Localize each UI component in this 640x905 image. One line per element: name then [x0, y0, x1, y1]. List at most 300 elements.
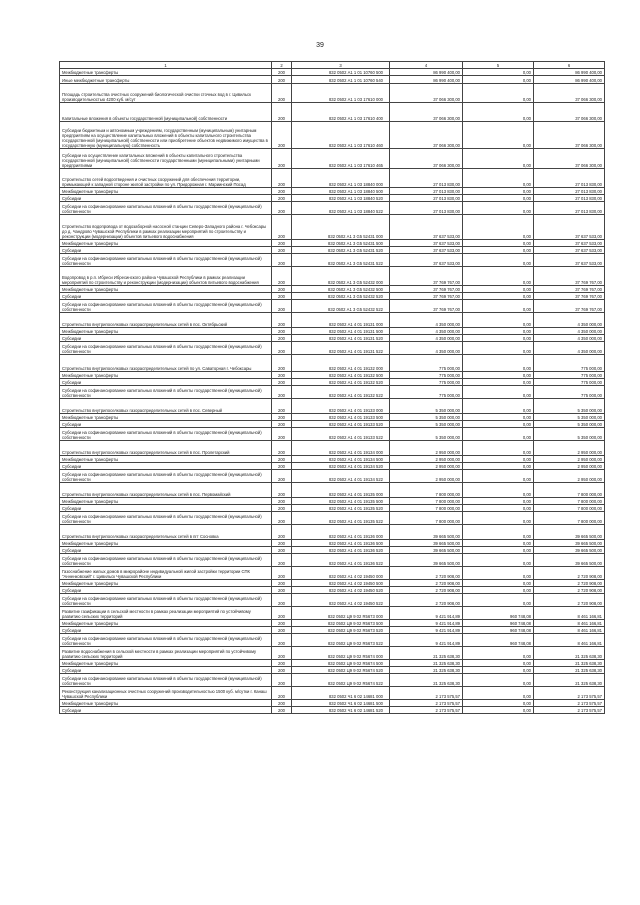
- row-name-cell: Развитие газификации в сельской местности в рамках реализации мероприятий по устойчивому развитию сельских территорий: [60, 607, 272, 620]
- row-amount-final: 27 013 830,00: [534, 169, 605, 188]
- row-amount-final: 37 769 767,00: [534, 293, 605, 300]
- row-amount-total: 5 350 000,00: [390, 421, 463, 428]
- row-amount-final: 775 000,00: [534, 386, 605, 399]
- row-budget-code: 832 0502 А1 4 02 19450 520: [292, 587, 390, 594]
- row-section-code: 200: [272, 660, 292, 667]
- row-amount-final: 21 325 638,30: [534, 647, 605, 660]
- row-amount-total: 27 013 830,00: [390, 169, 463, 188]
- row-amount-final: 37 637 533,00: [534, 254, 605, 267]
- table-row: [60, 441, 605, 456]
- table-row: [60, 293, 605, 300]
- row-name-cell: Субсидии: [60, 627, 272, 634]
- row-budget-code: 832 0502 А1 4 01 19136 520: [292, 547, 390, 554]
- row-section-code: 200: [272, 512, 292, 525]
- table-row: [60, 286, 605, 293]
- row-name-cell: Субсидии на софинансирование капитальных вложений в объекты государственной (муниципальной) собственности: [60, 202, 272, 215]
- row-name-cell: Субсидии на софинансирование капитальных вложений в объекты государственной (муниципальной) собственности: [60, 342, 272, 355]
- row-section-code: 200: [272, 76, 292, 84]
- table-row: [60, 660, 605, 667]
- table-row: [60, 483, 605, 498]
- row-amount-change: 0,00: [463, 554, 534, 567]
- row-section-code: 200: [272, 240, 292, 247]
- row-section-code: 200: [272, 215, 292, 240]
- table-body: [60, 69, 605, 714]
- row-amount-final: 27 013 830,00: [534, 195, 605, 202]
- table-row: [60, 103, 605, 122]
- row-amount-total: 5 350 000,00: [390, 428, 463, 441]
- row-section-code: 200: [272, 441, 292, 456]
- row-amount-change: 0,00: [463, 700, 534, 707]
- row-section-code: 200: [272, 567, 292, 580]
- row-section-code: 200: [272, 84, 292, 103]
- row-amount-final: 39 665 500,00: [534, 554, 605, 567]
- table-row: [60, 342, 605, 355]
- table-row: [60, 313, 605, 328]
- row-amount-final: 37 066 300,00: [534, 149, 605, 169]
- table-row: [60, 215, 605, 240]
- row-section-code: 200: [272, 149, 292, 169]
- row-name-cell: Субсидии на софинансирование капитальных вложений в объекты государственной (муниципальной) собственности: [60, 674, 272, 687]
- row-budget-code: 832 0502 А1 1 01 10760 540: [292, 76, 390, 84]
- row-name-cell: Межбюджетные трансферты: [60, 414, 272, 421]
- row-budget-code: 832 0502 А1 4 01 19135 520: [292, 505, 390, 512]
- table-row: [60, 674, 605, 687]
- row-amount-change: 0,00: [463, 399, 534, 414]
- row-amount-change: 0,00: [463, 149, 534, 169]
- row-budget-code: 832 0502 А1 3 G5 52431 520: [292, 247, 390, 254]
- row-amount-final: 27 013 830,00: [534, 202, 605, 215]
- row-amount-total: 21 325 638,30: [390, 667, 463, 674]
- row-amount-final: 775 000,00: [534, 355, 605, 372]
- row-amount-total: 37 769 767,00: [390, 267, 463, 286]
- row-budget-code: 832 0502 А1 3 G5 52431 500: [292, 240, 390, 247]
- row-amount-total: 2 950 000,00: [390, 463, 463, 470]
- row-budget-code: 832 0502 А1 3 G5 52432 000: [292, 267, 390, 286]
- row-budget-code: 832 0502 Ц9 9 02 R5673 520: [292, 627, 390, 634]
- row-amount-change: 0,00: [463, 414, 534, 421]
- row-budget-code: 832 0502 Ц9 9 02 R5674 522: [292, 674, 390, 687]
- row-amount-final: 37 066 300,00: [534, 103, 605, 122]
- row-amount-final: 2 720 908,00: [534, 567, 605, 580]
- row-section-code: 200: [272, 525, 292, 540]
- row-amount-change: 0,00: [463, 470, 534, 483]
- row-amount-total: 7 800 000,00: [390, 498, 463, 505]
- table-row: [60, 421, 605, 428]
- table-row: [60, 667, 605, 674]
- row-amount-change: 0,00: [463, 372, 534, 379]
- row-amount-total: 2 950 000,00: [390, 441, 463, 456]
- row-budget-code: 832 0502 А1 4 01 19136 522: [292, 554, 390, 567]
- row-amount-change: 0,00: [463, 379, 534, 386]
- row-name-cell: Межбюджетные трансферты: [60, 580, 272, 587]
- row-budget-code: 832 0502 А1 3 G5 52431 522: [292, 254, 390, 267]
- table-row: [60, 69, 605, 76]
- row-amount-change: 0,00: [463, 498, 534, 505]
- row-section-code: 200: [272, 188, 292, 195]
- row-budget-code: 832 0502 А1 4 01 19132 000: [292, 355, 390, 372]
- row-amount-final: 775 000,00: [534, 372, 605, 379]
- table-row: [60, 456, 605, 463]
- row-budget-code: 832 0502 Ц9 9 02 R5673 522: [292, 634, 390, 647]
- row-budget-code: 832 0502 А1 4 01 19132 520: [292, 379, 390, 386]
- table-row: [60, 512, 605, 525]
- row-amount-final: 2 173 575,57: [534, 700, 605, 707]
- row-amount-change: 0,00: [463, 674, 534, 687]
- header-cell: 4: [390, 62, 463, 69]
- row-amount-change: 960 748,08: [463, 627, 534, 634]
- row-name-cell: Субсидии: [60, 505, 272, 512]
- row-name-cell: Строительство внутрипоселковых газораспределительных сетей в пос. Первомайский: [60, 483, 272, 498]
- row-amount-total: 7 800 000,00: [390, 505, 463, 512]
- row-amount-total: 9 421 914,89: [390, 607, 463, 620]
- row-budget-code: 832 0502 А1 4 02 19450 000: [292, 567, 390, 580]
- row-amount-total: 2 173 575,57: [390, 707, 463, 714]
- row-section-code: 200: [272, 470, 292, 483]
- row-name-cell: Субсидии на софинансирование капитальных вложений в объекты государственной (муниципальной) собственности: [60, 254, 272, 267]
- row-name-cell: Субсидии на софинансирование капитальных вложений в объекты государственной (муниципальной) собственности: [60, 386, 272, 399]
- row-amount-final: 2 950 000,00: [534, 463, 605, 470]
- row-amount-total: 2 720 908,00: [390, 580, 463, 587]
- row-amount-total: 2 720 908,00: [390, 587, 463, 594]
- row-amount-change: 0,00: [463, 254, 534, 267]
- table-row: [60, 188, 605, 195]
- table-row: [60, 247, 605, 254]
- row-amount-total: 7 800 000,00: [390, 512, 463, 525]
- table-row: [60, 267, 605, 286]
- row-amount-change: 0,00: [463, 667, 534, 674]
- row-name-cell: Субсидии: [60, 667, 272, 674]
- row-amount-change: 0,00: [463, 188, 534, 195]
- row-section-code: 200: [272, 202, 292, 215]
- row-amount-final: 27 013 830,00: [534, 188, 605, 195]
- row-name-cell: Субсидии на софинансирование капитальных вложений в объекты государственной (муниципальной) собственности: [60, 300, 272, 313]
- row-amount-final: 37 769 767,00: [534, 300, 605, 313]
- table-row: [60, 254, 605, 267]
- row-name-cell: Межбюджетные трансферты: [60, 69, 272, 76]
- row-budget-code: 832 0502 А1 3 G5 52432 522: [292, 300, 390, 313]
- row-budget-code: 832 0502 Ц9 9 02 R5674 520: [292, 667, 390, 674]
- table-row: [60, 554, 605, 567]
- row-section-code: 200: [272, 580, 292, 587]
- row-budget-code: 832 0502 А1 1 03 18840 000: [292, 169, 390, 188]
- row-amount-change: 0,00: [463, 647, 534, 660]
- table-row: [60, 300, 605, 313]
- row-amount-change: 0,00: [463, 355, 534, 372]
- row-budget-code: 832 0502 А1 4 01 19133 520: [292, 421, 390, 428]
- row-amount-change: 0,00: [463, 69, 534, 76]
- row-amount-final: 37 637 533,00: [534, 247, 605, 254]
- row-amount-change: 960 748,08: [463, 607, 534, 620]
- row-name-cell: Строительство внутрипоселковых газораспределительных сетей по ул. Саваторная г. Чебоксары: [60, 355, 272, 372]
- row-name-cell: Развитие водоснабжения в сельской местности в рамках реализации мероприятий по устойчивому развитию сельских территорий: [60, 647, 272, 660]
- row-name-cell: Межбюджетные трансферты: [60, 328, 272, 335]
- row-amount-total: 9 421 914,89: [390, 627, 463, 634]
- row-amount-total: 2 173 575,57: [390, 700, 463, 707]
- row-budget-code: 832 0502 А1 1 03 17610 460: [292, 122, 390, 149]
- table-row: [60, 379, 605, 386]
- row-name-cell: Межбюджетные трансферты: [60, 540, 272, 547]
- row-section-code: 200: [272, 328, 292, 335]
- row-name-cell: Капитальные вложения в объекты государственной (муниципальной) собственности: [60, 103, 272, 122]
- row-amount-final: 4 350 000,00: [534, 328, 605, 335]
- row-name-cell: Межбюджетные трансферты: [60, 700, 272, 707]
- row-name-cell: Площадь строительства очистных сооружений биологической очистки сточных вод в г. Цивильск производительностью 4200 куб. м/сут: [60, 84, 272, 103]
- table-row: [60, 567, 605, 580]
- row-amount-final: 37 769 767,00: [534, 286, 605, 293]
- row-amount-total: 39 665 500,00: [390, 547, 463, 554]
- row-amount-total: 4 350 000,00: [390, 328, 463, 335]
- row-section-code: 200: [272, 421, 292, 428]
- row-budget-code: 832 0502 А1 1 03 18840 520: [292, 195, 390, 202]
- row-budget-code: 832 0502 А1 4 01 19132 522: [292, 386, 390, 399]
- row-amount-final: 775 000,00: [534, 379, 605, 386]
- row-section-code: 200: [272, 300, 292, 313]
- table-row: [60, 547, 605, 554]
- row-amount-change: 0,00: [463, 525, 534, 540]
- row-section-code: 200: [272, 293, 292, 300]
- row-amount-final: 2 720 908,00: [534, 580, 605, 587]
- row-name-cell: Субсидии бюджетным и автономным учреждениям, государственным (муниципальным) унитарным предприятиям на осуществление капитальных вложений в объекты капитального строительства государственной (муниципальной) собственности или приобретение объектов недвижимого имущества в государственную (муниципальную) собственность: [60, 122, 272, 149]
- row-section-code: 200: [272, 707, 292, 714]
- row-amount-final: 37 637 533,00: [534, 215, 605, 240]
- row-section-code: 200: [272, 620, 292, 627]
- table-row: [60, 607, 605, 620]
- row-section-code: 200: [272, 547, 292, 554]
- table-row: [60, 84, 605, 103]
- header-cell: 1: [60, 62, 272, 69]
- table-row: [60, 149, 605, 169]
- row-name-cell: Водопровод в р.п. Ибреси Ибресинского района Чувашской Республики в рамках реализации мероприятий по строительству и реконструкции (модернизации) объектов питьевого водоснабжения: [60, 267, 272, 286]
- row-name-cell: Межбюджетные трансферты: [60, 660, 272, 667]
- row-amount-total: 37 066 300,00: [390, 149, 463, 169]
- table-row: [60, 687, 605, 700]
- row-amount-final: 37 066 300,00: [534, 84, 605, 103]
- row-budget-code: 832 0502 А1 3 G5 52432 500: [292, 286, 390, 293]
- row-amount-total: 7 800 000,00: [390, 483, 463, 498]
- table-row: [60, 195, 605, 202]
- row-amount-change: 0,00: [463, 286, 534, 293]
- table-row: [60, 240, 605, 247]
- table-row: [60, 620, 605, 627]
- table-row: [60, 627, 605, 634]
- row-amount-final: 21 325 638,30: [534, 660, 605, 667]
- row-amount-change: 0,00: [463, 103, 534, 122]
- row-budget-code: 832 0502 Ц9 9 02 R5674 500: [292, 660, 390, 667]
- row-name-cell: Строительство сетей водоотведения и очистных сооружений для обеспечения территории, примыкающей к западной стороне жилой застройки по ул. Придорожная г. Мариинский Посад: [60, 169, 272, 188]
- row-amount-total: 21 325 638,30: [390, 647, 463, 660]
- row-amount-change: 0,00: [463, 512, 534, 525]
- table-row: [60, 525, 605, 540]
- row-amount-final: 2 950 000,00: [534, 470, 605, 483]
- row-amount-final: 5 350 000,00: [534, 414, 605, 421]
- row-amount-final: 21 325 638,30: [534, 667, 605, 674]
- row-amount-change: 0,00: [463, 240, 534, 247]
- row-amount-total: 4 350 000,00: [390, 335, 463, 342]
- row-name-cell: Строительство водопровода от водозаборной насосной станции Северо-Западного района г. Чебоксары до д. Чандрово Чувашской Республики в рамках реализации мероприятий по строительству и реконструкции (модернизации) объектов питьевого водоснабжения: [60, 215, 272, 240]
- row-name-cell: Субсидии: [60, 247, 272, 254]
- row-name-cell: Субсидии на софинансирование капитальных вложений в объекты государственной (муниципальной) собственности: [60, 594, 272, 607]
- row-amount-total: 27 013 830,00: [390, 202, 463, 215]
- row-budget-code: 832 0502 А1 4 01 19135 500: [292, 498, 390, 505]
- row-section-code: 200: [272, 674, 292, 687]
- row-amount-change: 0,00: [463, 215, 534, 240]
- row-budget-code: 832 0502 А1 4 01 19136 000: [292, 525, 390, 540]
- row-name-cell: Межбюджетные трансферты: [60, 372, 272, 379]
- row-amount-final: 5 350 000,00: [534, 428, 605, 441]
- table-row: [60, 647, 605, 660]
- row-amount-final: 7 800 000,00: [534, 512, 605, 525]
- row-amount-final: 4 350 000,00: [534, 335, 605, 342]
- row-name-cell: Строительство внутрипоселковых газораспределительных сетей в пос. Северный: [60, 399, 272, 414]
- row-amount-final: 8 461 166,81: [534, 607, 605, 620]
- row-amount-total: 5 350 000,00: [390, 414, 463, 421]
- row-amount-change: 0,00: [463, 328, 534, 335]
- budget-table: [59, 61, 605, 714]
- row-name-cell: Межбюджетные трансферты: [60, 498, 272, 505]
- row-amount-total: 37 769 767,00: [390, 293, 463, 300]
- row-amount-total: 2 950 000,00: [390, 456, 463, 463]
- row-name-cell: Субсидии на софинансирование капитальных вложений в объекты государственной (муниципальной) собственности: [60, 634, 272, 647]
- row-budget-code: 832 0502 А1 1 01 10760 500: [292, 69, 390, 76]
- row-name-cell: Субсидии на софинансирование капитальных вложений в объекты государственной (муниципальной) собственности: [60, 512, 272, 525]
- row-amount-change: 0,00: [463, 441, 534, 456]
- table-row: [60, 386, 605, 399]
- row-section-code: 200: [272, 483, 292, 498]
- row-section-code: 200: [272, 540, 292, 547]
- row-section-code: 200: [272, 456, 292, 463]
- row-section-code: 200: [272, 267, 292, 286]
- row-name-cell: Субсидии: [60, 707, 272, 714]
- table-row: [60, 587, 605, 594]
- row-budget-code: 832 0502 А1 4 01 19131 520: [292, 335, 390, 342]
- table-row: [60, 399, 605, 414]
- row-budget-code: 832 0502 А1 1 03 17610 400: [292, 103, 390, 122]
- table-row: [60, 414, 605, 421]
- row-budget-code: 832 0502 А1 4 02 19450 500: [292, 580, 390, 587]
- row-amount-final: 4 350 000,00: [534, 313, 605, 328]
- row-amount-total: 37 637 533,00: [390, 247, 463, 254]
- row-amount-change: 0,00: [463, 660, 534, 667]
- row-section-code: 200: [272, 247, 292, 254]
- header-row: [60, 62, 605, 69]
- row-amount-change: 0,00: [463, 386, 534, 399]
- row-name-cell: Субсидии: [60, 195, 272, 202]
- row-section-code: 200: [272, 647, 292, 660]
- row-amount-change: 0,00: [463, 428, 534, 441]
- row-section-code: 200: [272, 399, 292, 414]
- row-amount-total: 2 950 000,00: [390, 470, 463, 483]
- row-section-code: 200: [272, 122, 292, 149]
- row-amount-change: 0,00: [463, 483, 534, 498]
- row-name-cell: Реконструкция канализационных очистных сооружений производительностью 1500 куб. м/сутки г. Канаш Чувашской Республики: [60, 687, 272, 700]
- row-amount-final: 86 990 400,00: [534, 76, 605, 84]
- row-amount-total: 37 637 533,00: [390, 254, 463, 267]
- row-amount-change: 0,00: [463, 587, 534, 594]
- row-name-cell: Иные межбюджетные трансферты: [60, 76, 272, 84]
- header-cell: 2: [272, 62, 292, 69]
- row-amount-final: 2 173 575,57: [534, 707, 605, 714]
- row-amount-final: 86 990 400,00: [534, 69, 605, 76]
- row-section-code: 200: [272, 700, 292, 707]
- row-amount-final: 7 800 000,00: [534, 498, 605, 505]
- row-amount-total: 37 769 767,00: [390, 286, 463, 293]
- row-name-cell: Строительство внутрипоселковых газораспределительных сетей в пос. Октябрьский: [60, 313, 272, 328]
- row-section-code: 200: [272, 634, 292, 647]
- row-amount-final: 4 350 000,00: [534, 342, 605, 355]
- table-row: [60, 707, 605, 714]
- row-amount-change: 0,00: [463, 84, 534, 103]
- row-amount-change: 0,00: [463, 267, 534, 286]
- row-amount-change: 0,00: [463, 687, 534, 700]
- row-section-code: 200: [272, 554, 292, 567]
- row-amount-change: 0,00: [463, 335, 534, 342]
- row-section-code: 200: [272, 169, 292, 188]
- row-amount-final: 5 350 000,00: [534, 421, 605, 428]
- row-budget-code: 832 0502 А1 1 03 17610 000: [292, 84, 390, 103]
- row-amount-final: 2 950 000,00: [534, 441, 605, 456]
- row-budget-code: 832 0502 А1 4 01 19131 000: [292, 313, 390, 328]
- row-name-cell: Субсидии на софинансирование капитальных вложений в объекты государственной (муниципальной) собственности: [60, 470, 272, 483]
- row-budget-code: 832 0502 А1 4 01 19131 500: [292, 328, 390, 335]
- table-row: [60, 594, 605, 607]
- row-amount-change: 0,00: [463, 169, 534, 188]
- row-name-cell: Субсидии: [60, 293, 272, 300]
- table-row: [60, 498, 605, 505]
- row-name-cell: Межбюджетные трансферты: [60, 240, 272, 247]
- row-section-code: 200: [272, 498, 292, 505]
- table-row: [60, 122, 605, 149]
- table-row: [60, 505, 605, 512]
- row-budget-code: 832 0502 А1 3 G5 52431 000: [292, 215, 390, 240]
- table-row: [60, 580, 605, 587]
- row-name-cell: Субсидии: [60, 335, 272, 342]
- row-amount-change: 0,00: [463, 567, 534, 580]
- table-row: [60, 540, 605, 547]
- row-amount-final: 21 325 638,30: [534, 674, 605, 687]
- table-row: [60, 76, 605, 84]
- row-name-cell: Межбюджетные трансферты: [60, 286, 272, 293]
- row-budget-code: 832 0502 А1 3 G5 52432 520: [292, 293, 390, 300]
- row-amount-change: 0,00: [463, 76, 534, 84]
- row-section-code: 200: [272, 463, 292, 470]
- row-amount-final: 37 637 533,00: [534, 240, 605, 247]
- row-budget-code: 832 0502 А1 4 01 19134 522: [292, 470, 390, 483]
- row-amount-final: 39 665 500,00: [534, 540, 605, 547]
- row-amount-final: 37 769 767,00: [534, 267, 605, 286]
- row-amount-change: 0,00: [463, 547, 534, 554]
- row-amount-change: 0,00: [463, 456, 534, 463]
- row-amount-total: 775 000,00: [390, 372, 463, 379]
- row-amount-total: 9 421 914,89: [390, 634, 463, 647]
- row-name-cell: Субсидии: [60, 421, 272, 428]
- row-amount-total: 39 665 500,00: [390, 540, 463, 547]
- row-amount-total: 2 720 908,00: [390, 567, 463, 580]
- header-cell: 5: [463, 62, 534, 69]
- row-amount-change: 0,00: [463, 293, 534, 300]
- row-section-code: 200: [272, 607, 292, 620]
- row-budget-code: 832 0502 Ц9 9 02 R5674 000: [292, 647, 390, 660]
- row-section-code: 200: [272, 254, 292, 267]
- row-section-code: 200: [272, 379, 292, 386]
- row-amount-total: 37 066 300,00: [390, 84, 463, 103]
- row-amount-change: 0,00: [463, 122, 534, 149]
- table-row: [60, 470, 605, 483]
- row-amount-total: 775 000,00: [390, 386, 463, 399]
- row-budget-code: 832 0502 А1 4 01 19134 000: [292, 441, 390, 456]
- row-amount-total: 37 066 300,00: [390, 122, 463, 149]
- row-amount-final: 39 665 500,00: [534, 547, 605, 554]
- row-amount-change: 0,00: [463, 580, 534, 587]
